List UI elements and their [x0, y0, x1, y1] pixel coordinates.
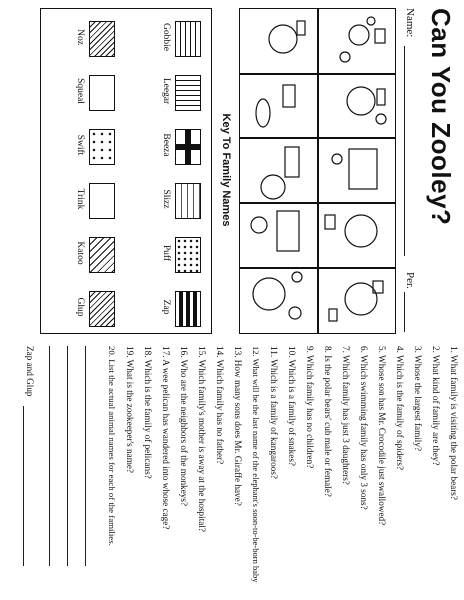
zap-pattern	[175, 291, 201, 327]
question: 16. Who are the neighbors of the monkeys?	[179, 346, 189, 507]
question: 19. What is the zookeeper's name?	[125, 346, 135, 474]
question: 7. Which family has just 3 daughters?	[341, 346, 351, 485]
question: 3. Whose the largest family?	[413, 346, 423, 452]
question: 2. What kind of family are they?	[431, 346, 441, 466]
question: 5. Whose son has Mr. Crocodile just swallowed?	[377, 346, 387, 526]
page-title: Can You Zooley?	[426, 8, 456, 226]
key-label: Beeza	[161, 133, 171, 157]
question: 9. Which family has no children?	[305, 346, 315, 469]
noz-pattern	[89, 21, 115, 57]
katoo-pattern	[89, 237, 115, 273]
question: 13. How many sons does Mr. Giraffe have?	[233, 346, 243, 506]
period-field[interactable]	[404, 292, 405, 332]
glup-pattern	[89, 291, 115, 327]
question: 6. Which swimming family has only 3 sons?	[359, 346, 369, 510]
name-label: Name:	[404, 8, 416, 38]
key-label: Swift	[75, 134, 85, 156]
question: 17. A wee pelican has wandered into whose cage?	[161, 346, 171, 530]
swift-pattern	[89, 129, 115, 165]
key-label: Slizz	[161, 189, 171, 209]
key-label: Leegar	[161, 77, 171, 105]
zoo-animals-drawing	[240, 9, 395, 333]
leegar-pattern	[175, 75, 201, 111]
key-label: Puff	[161, 244, 171, 262]
answer-line[interactable]	[49, 346, 50, 566]
answer-line[interactable]	[85, 346, 86, 566]
gobbie-pattern	[175, 21, 201, 57]
question: 14. Which family has no father?	[215, 346, 225, 465]
key-label: Trink	[75, 188, 85, 210]
question: 10. Which is a family of snakes?	[287, 346, 297, 467]
answer-line[interactable]	[23, 406, 24, 566]
example-answer: Zap and Glup	[25, 346, 35, 397]
per-label: Per.	[404, 272, 416, 289]
key-label: Squeal	[75, 78, 85, 104]
puff-pattern	[175, 237, 201, 273]
beeza-pattern	[175, 129, 201, 165]
question: 20. List the actual animal names for each of the families.	[107, 346, 117, 546]
family-key-box	[40, 8, 212, 334]
question: 8. Is the polar bears' cub male or female?	[323, 346, 333, 497]
question: 18. Which is the family of pelicans?	[143, 346, 153, 479]
key-label: Zap	[161, 299, 171, 315]
answer-line[interactable]	[67, 346, 68, 566]
zoo-grid	[239, 8, 396, 334]
question: 11. Which is a family of kangaroos?	[269, 346, 279, 479]
question: 15. Which family's mother is away at the hospital?	[197, 346, 207, 532]
name-field[interactable]	[404, 46, 405, 256]
questions-section	[2, 346, 458, 594]
slizz-pattern	[175, 183, 201, 219]
squeal-pattern	[89, 75, 115, 111]
question: 12. What will be the last name of the elephant's soon-to-be-born baby	[251, 346, 261, 583]
key-label: Katoo	[75, 241, 85, 265]
question: 1. What family is visiting the polar bears?	[449, 346, 459, 500]
key-label: Gobbie	[161, 23, 171, 51]
question: 4. Which is the family of spiders?	[395, 346, 405, 471]
key-label: Glup	[75, 297, 85, 317]
key-label: Noz	[75, 29, 85, 45]
key-title: Key To Family Names	[220, 113, 232, 227]
trink-pattern	[89, 183, 115, 219]
